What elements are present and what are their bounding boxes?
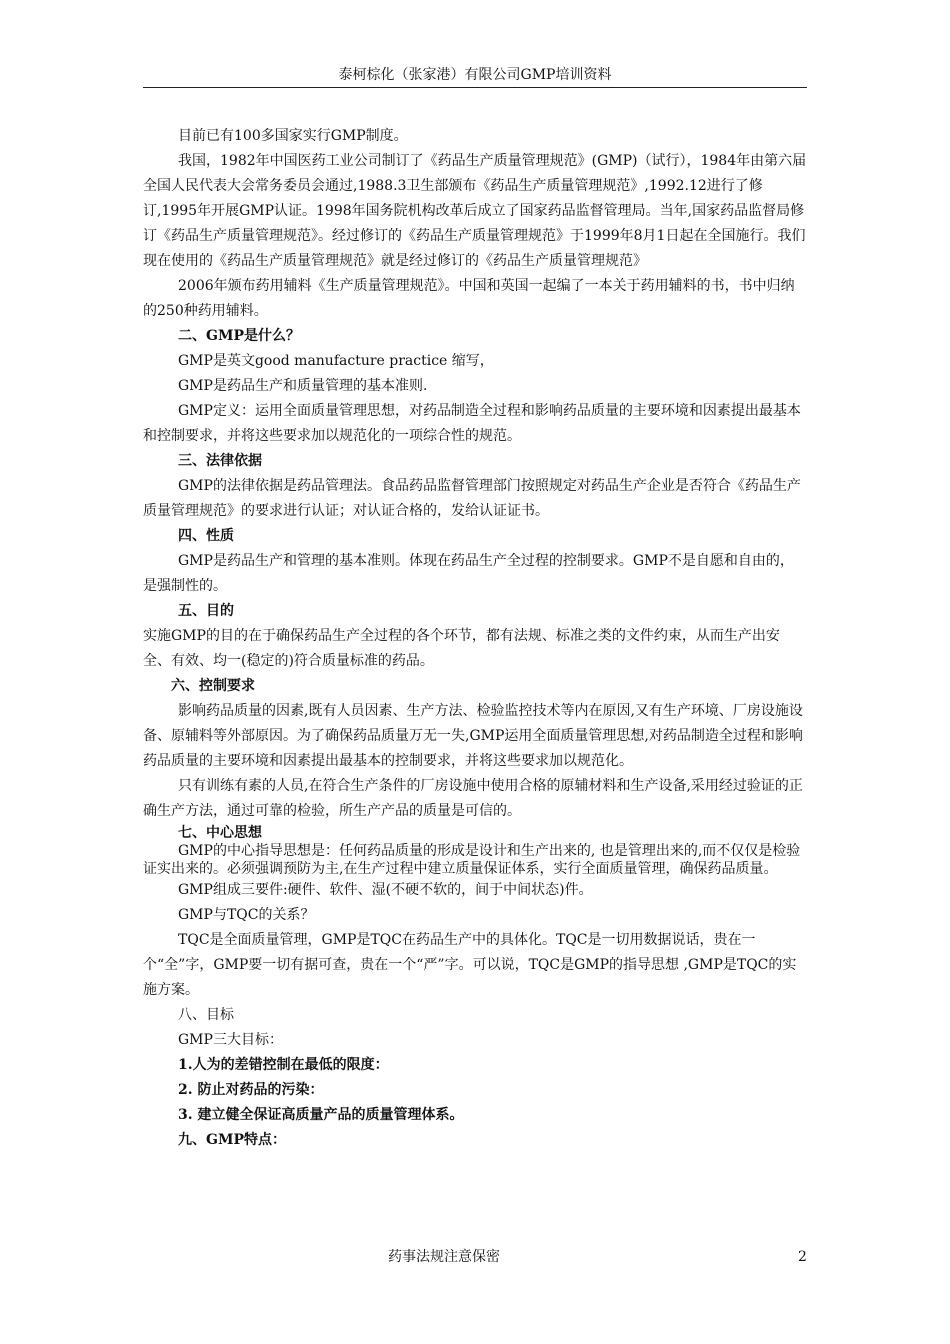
paragraph: GMP与TQC的关系？ xyxy=(178,907,315,923)
paragraph: 实施GMP的目的在于确保药品生产全过程的各个环节，都有法规、标准之类的文件约束，从而生产出安全、有效、均一(稳定的)符合质量标准的药品。 xyxy=(143,628,780,669)
section-heading: 四、性质 xyxy=(178,528,234,544)
section-heading: 1.人为的差错控制在最低的限度： xyxy=(178,1057,389,1073)
paragraph: GMP定义：运用全面质量管理思想，对药品制造全过程和影响药品质量的主要环境和因素提出最基本和控制要求，并将这些要求加以规范化的一项综合性的规范。 xyxy=(143,403,801,444)
page-number: 2 xyxy=(798,1249,807,1265)
paragraph: 八、目标 xyxy=(178,1007,234,1023)
paragraph: 只有训练有素的人员,在符合生产条件的厂房设施中使用合格的原辅材料和生产设备,采用经过验证的正确生产方法，通过可靠的检验，所生产产品的质量是可信的。 xyxy=(143,778,803,819)
section-heading: 二、GMP是什么？ xyxy=(178,328,300,344)
section-heading: 2. 防止对药品的污染： xyxy=(178,1082,324,1098)
paragraph: GMP的法律依据是药品管理法。食品药品监督管理部门按照规定对药品生产企业是否符合《药品生产质量管理规范》的要求进行认证；对认证合格的，发给认证证书。 xyxy=(143,478,801,519)
section-heading: 九、GMP特点： xyxy=(178,1132,286,1148)
section-heading: 六、控制要求 xyxy=(171,678,255,694)
section-heading: 五、目的 xyxy=(178,603,234,619)
paragraph: GMP组成三要件:硬件、软件、湿(不硬不软的，间于中间状态)件。 xyxy=(178,882,593,898)
paragraph: 影响药品质量的因素,既有人员因素、生产方法、检验监控技术等内在原因,又有生产环境、厂房设施设备、原辅料等外部原因。为了确保药品质量万无一失,GMP运用全面质量管理思想,对药品制造全过程和影响药品质量的主要环境和因素提出最基本的控制要求，并将这些要求加以规范化。 xyxy=(143,703,803,769)
section-heading: 七、中心思想 xyxy=(178,825,262,841)
paragraph: 2006年颁布药用辅料《生产质量管理规范》。中国和英国一起编了一本关于药用辅料的书，书中归纳的250种药用辅料。 xyxy=(143,278,795,319)
page-header: 泰柯棕化（张家港）有限公司GMP培训资料 xyxy=(338,67,612,83)
paragraph: GMP的中心指导思想是：任何药品质量的形成是设计和生产出来的, 也是管理出来的,而不仅仅是检验证实出来的。必须强调预防为主,在生产过程中建立质量保证体系，实行全面质量管理，确保药品质量。 xyxy=(143,843,801,877)
header-divider xyxy=(143,87,807,88)
paragraph: GMP是英文good manufacture practice 缩写， xyxy=(178,353,494,369)
paragraph: 目前已有100多国家实行GMP制度。 xyxy=(178,128,408,144)
footer-note: 药事法规注意保密 xyxy=(388,1249,500,1265)
paragraph: GMP是药品生产和管理的基本准则。体现在药品生产全过程的控制要求。GMP不是自愿和自由的，是强制性的。 xyxy=(143,553,794,594)
section-heading: 三、法律依据 xyxy=(178,453,262,469)
section-heading: 3. 建立健全保证高质量产品的质量管理体系。 xyxy=(178,1107,464,1123)
paragraph: 我国，1982年中国医药工业公司制订了《药品生产质量管理规范》(GMP)（试行），1984年由第六届全国人民代表大会常务委员会通过,1988.3卫生部颁布《药品生产质量管理规范》,1992.12进行了修订,1995年开展GMP认证。1998年国务院机构改革后成立了国家药品监督管理局。当年,国家药品监督局修订《药品生产质量管理规范》。经过修订的《药品生产质量管理规范》于1999年8月1日起在全国施行。我们现在使用的《药品生产质量管理规范》就是经过修订的《药品生产质量管理规范》 xyxy=(143,153,807,269)
paragraph: GMP是药品生产和质量管理的基本准则. xyxy=(178,378,428,394)
document-body xyxy=(143,124,807,1153)
paragraph: GMP三大目标： xyxy=(178,1032,283,1048)
paragraph: TQC是全面质量管理，GMP是TQC在药品生产中的具体化。TQC是一切用数据说话，贵在一个“全”字，GMP要一切有据可查，贵在一个“严”字。可以说，TQC是GMP的指导思想 ,GMP是TQC的实施方案。 xyxy=(143,932,797,998)
